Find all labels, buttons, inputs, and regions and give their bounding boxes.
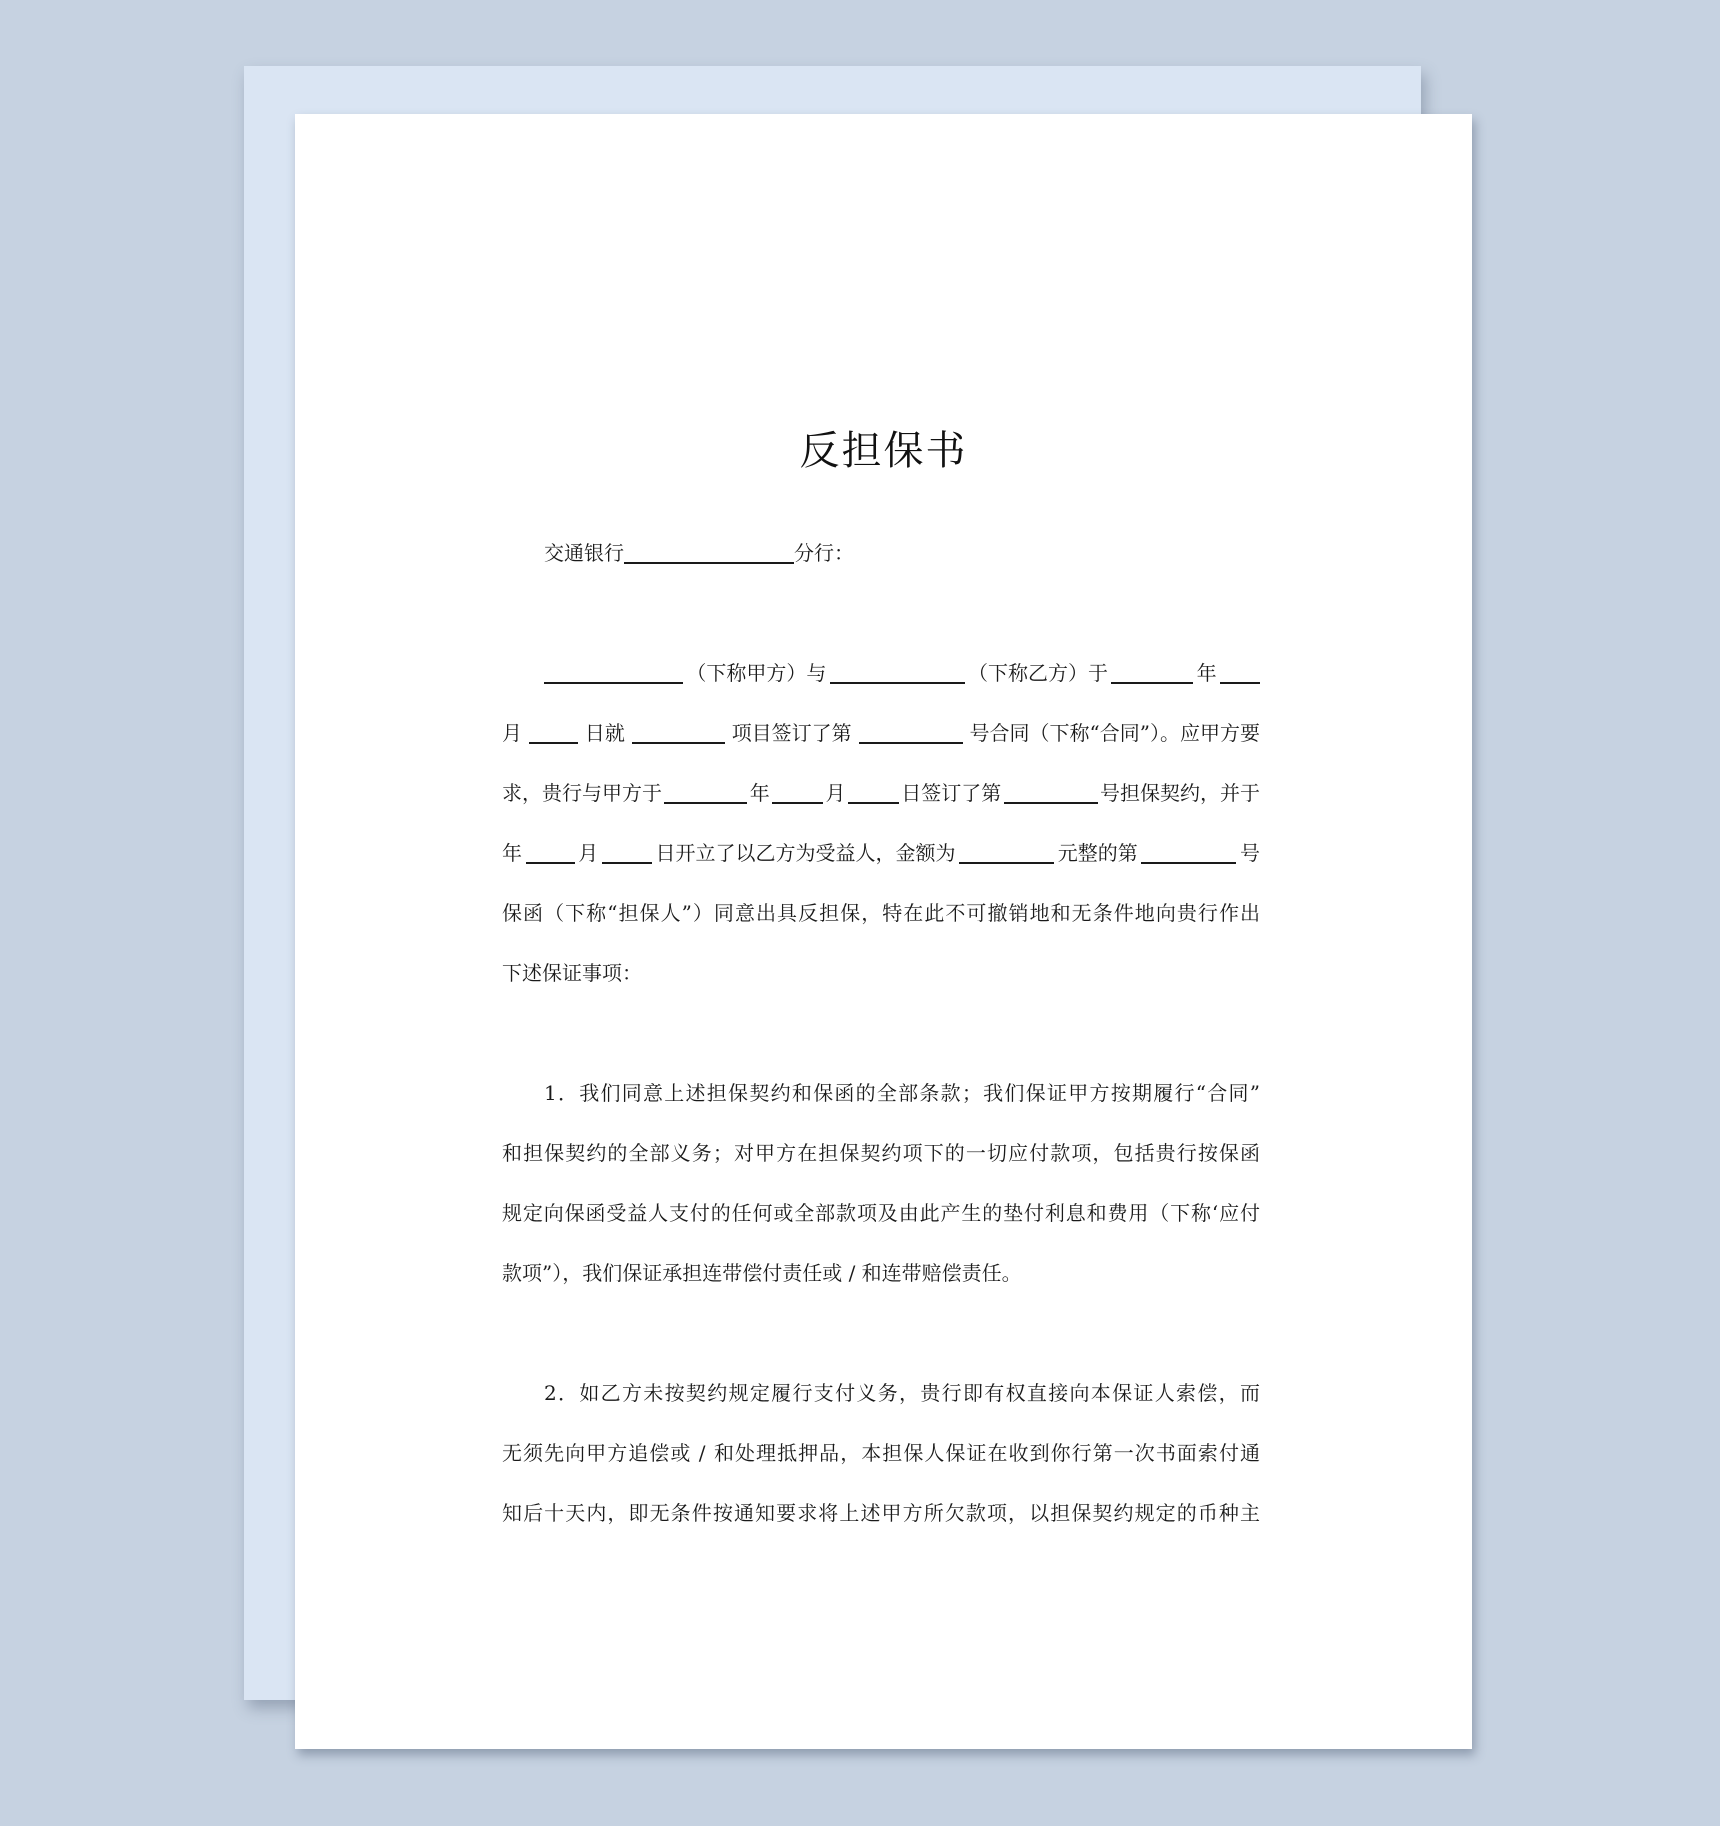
intro-line-1 xyxy=(544,658,1260,688)
intro-text: 元整的第 xyxy=(1057,841,1138,865)
guarantee-year-blank[interactable] xyxy=(664,780,747,804)
intro-text: 号合同（下称“合同”）。应甲方要 xyxy=(969,721,1260,745)
clause-text: 款项”），我们保证承担连带偿付责任或 / 和连带赔偿责任。 xyxy=(502,1261,1022,1285)
clause-text: 和担保契约的全部义务；对甲方在担保契约项下的一切应付款项，包括贵行按保函 xyxy=(502,1141,1262,1165)
clause-text: 知后十天内，即无条件按通知要求将上述甲方所欠款项，以担保契约规定的币种主 xyxy=(502,1501,1262,1525)
guarantee-contract-number-blank[interactable] xyxy=(1004,780,1098,804)
contract-year-blank[interactable] xyxy=(1111,660,1193,684)
document-title: 反担保书 xyxy=(799,428,968,474)
intro-text: 年 xyxy=(502,841,522,865)
clause-text: 规定向保函受益人支付的任何或全部款项及由此产生的垫付利息和费用（下称‘应付 xyxy=(502,1201,1261,1225)
branch-suffix: 分行： xyxy=(794,541,854,565)
item-2-line-3 xyxy=(502,1498,1260,1528)
letter-month-blank[interactable] xyxy=(526,840,575,864)
intro-text: 日签订了第 xyxy=(901,781,1002,805)
intro-line-4 xyxy=(502,838,1260,868)
intro-text: 号担保契约，并于 xyxy=(1100,781,1260,805)
item-1-line-2 xyxy=(502,1138,1260,1168)
item-2-line-2 xyxy=(502,1438,1260,1468)
guarantee-month-blank[interactable] xyxy=(772,780,823,804)
intro-text: 月 xyxy=(825,781,846,805)
party-a-blank[interactable] xyxy=(544,660,683,684)
intro-text: 保函（下称“担保人”）同意出具反担保，特在此不可撤销地和无条件地向贵行作出 xyxy=(502,901,1262,925)
intro-text: 年 xyxy=(1196,661,1217,685)
intro-line-6 xyxy=(502,958,1260,988)
branch-name-blank[interactable] xyxy=(624,540,794,564)
intro-line-5 xyxy=(502,898,1260,928)
intro-text: （下称乙方）于 xyxy=(967,661,1108,685)
contract-number-blank[interactable] xyxy=(859,720,963,744)
intro-text: 下述保证事项： xyxy=(502,961,642,985)
intro-text: 日开立了以乙方为受益人，金额为 xyxy=(655,841,956,865)
project-name-blank[interactable] xyxy=(632,720,725,744)
clause-text: 1．我们同意上述担保契约和保函的全部条款；我们保证甲方按期履行“合同” xyxy=(544,1081,1262,1105)
intro-text: 求，贵行与甲方于 xyxy=(502,781,662,805)
contract-month-blank[interactable] xyxy=(1220,660,1260,684)
intro-text: 项目签订了第 xyxy=(731,721,852,745)
item-1-line-3 xyxy=(502,1198,1260,1228)
letter-day-blank[interactable] xyxy=(602,840,652,864)
intro-line-3 xyxy=(502,778,1260,808)
item-2-line-1 xyxy=(544,1378,1260,1408)
item-1-line-4 xyxy=(502,1258,1260,1288)
clause-text: 2．如乙方未按契约规定履行支付义务，贵行即有权直接向本保证人索偿，而 xyxy=(544,1381,1262,1405)
salutation-line xyxy=(544,538,1260,568)
contract-day-blank[interactable] xyxy=(529,720,578,744)
guarantee-day-blank[interactable] xyxy=(848,780,899,804)
intro-text: 日就 xyxy=(584,721,625,745)
intro-text: （下称甲方）与 xyxy=(686,661,827,685)
bank-name-prefix: 交通银行 xyxy=(544,541,624,565)
intro-text: 号 xyxy=(1240,841,1260,865)
party-b-blank[interactable] xyxy=(830,660,965,684)
clause-text: 无须先向甲方追偿或 / 和处理抵押品，本担保人保证在收到你行第一次书面索付通 xyxy=(502,1441,1262,1465)
intro-text: 年 xyxy=(749,781,770,805)
letter-number-blank[interactable] xyxy=(1141,840,1236,864)
intro-text: 月 xyxy=(502,721,522,745)
intro-line-2 xyxy=(502,718,1260,748)
amount-blank[interactable] xyxy=(959,840,1054,864)
item-1-line-1 xyxy=(544,1078,1260,1108)
intro-text: 月 xyxy=(578,841,599,865)
